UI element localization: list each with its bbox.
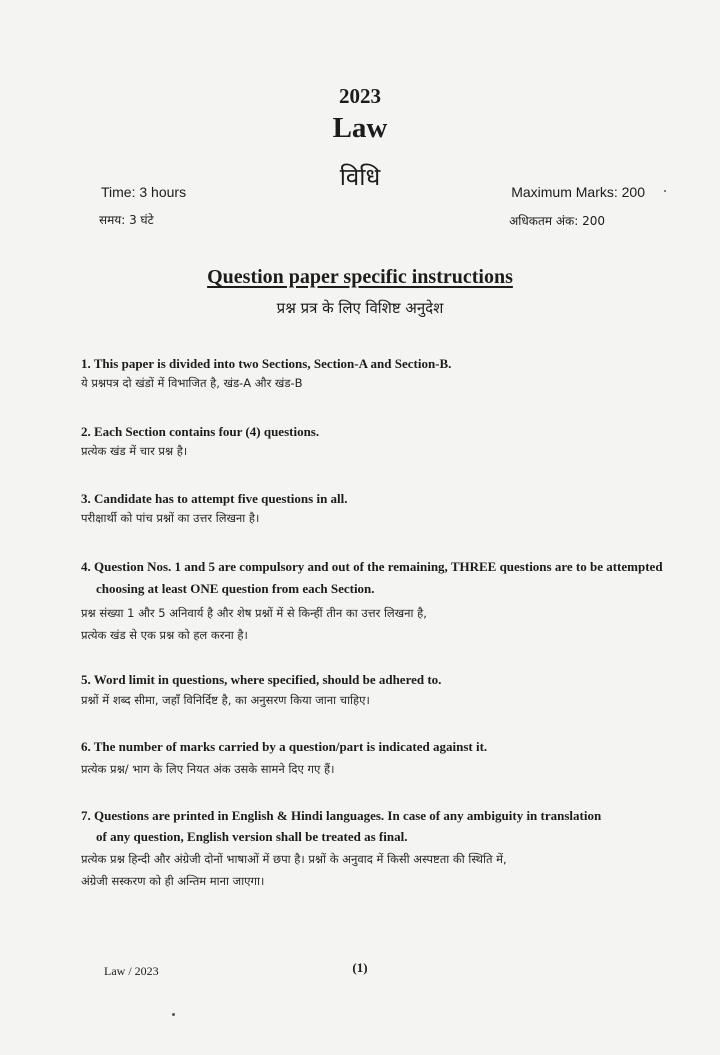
time-allowed-hindi: समय: 3 घंटे <box>99 213 154 227</box>
subject-title: Law <box>332 112 388 144</box>
scan-speck <box>172 1013 175 1016</box>
instruction-1-en: 1. This paper is divided into two Sections, Section-A and Section-B. <box>81 356 452 371</box>
instruction-4-hi-cont: प्रत्येक खंड से एक प्रश्न को हल करना है। <box>81 628 248 642</box>
instruction-6-en: 6. The number of marks carried by a question/part is indicated against it. <box>81 739 488 754</box>
instructions-heading: Question paper specific instructions <box>207 266 513 288</box>
instructions-heading-hindi: प्रश्न प्रत्र के लिए विशिष्ट अनुदेश <box>276 299 444 317</box>
instruction-3-en: 3. Candidate has to attempt five questions in all. <box>81 491 348 506</box>
instruction-5-en: 5. Word limit in questions, where specified, should be adhered to. <box>81 672 442 687</box>
page-number: (1) <box>352 960 368 975</box>
instruction-5-hi: प्रश्नों में शब्द सीमा, जहाँ विनिर्दिष्ट है, का अनुसरण किया जाना चाहिए। <box>81 693 370 707</box>
instruction-6-hi: प्रत्येक प्रश्न/ भाग के लिए नियत अंक उसके सामने दिए गए हैं। <box>81 762 335 776</box>
instruction-7-hi: प्रत्येक प्रश्न हिन्दी और अंग्रेजी दोनों भाषाओं में छपा है। प्रश्नों के अनुवाद में किसी अस्पष्टता की स्थिति में, <box>81 852 507 866</box>
time-allowed: Time: 3 hours <box>101 184 187 200</box>
instruction-4-en: 4. Question Nos. 1 and 5 are compulsory and out of the remaining, THREE questions are to be attempted <box>81 559 663 574</box>
exam-year: 2023 <box>339 84 381 108</box>
instruction-2-en: 2. Each Section contains four (4) questions. <box>81 424 320 439</box>
footer-paper-code: Law / 2023 <box>104 964 159 978</box>
maximum-marks-hindi: अधिकतम अंक: 200 <box>509 214 605 228</box>
instruction-7-en: 7. Questions are printed in English & Hindi languages. In case of any ambiguity in translation <box>81 808 602 823</box>
instruction-7-en-cont: of any question, English version shall be treated as final. <box>96 829 408 844</box>
instruction-1-hi: ये प्रश्नपत्र दो खंडों में विभाजित है, खंड-A और खंड-B <box>81 376 303 390</box>
scan-speck <box>664 190 666 192</box>
instruction-7-hi-cont: अंग्रेजी सस्करण को ही अन्तिम माना जाएगा। <box>81 874 265 888</box>
subject-title-hindi: विधि <box>339 163 381 191</box>
instruction-2-hi: प्रत्येक खंड में चार प्रश्न है। <box>81 444 188 458</box>
instruction-3-hi: परीक्षार्थी को पांच प्रश्नों का उत्तर लिखना है। <box>81 511 260 525</box>
maximum-marks: Maximum Marks: 200 <box>511 184 645 200</box>
instruction-4-en-cont: choosing at least ONE question from each Section. <box>96 581 375 596</box>
instruction-4-hi: प्रश्न संख्या 1 और 5 अनिवार्य है और शेष प्रश्नों में से किन्हीं तीन का उत्तर लिखना है, <box>81 606 427 620</box>
